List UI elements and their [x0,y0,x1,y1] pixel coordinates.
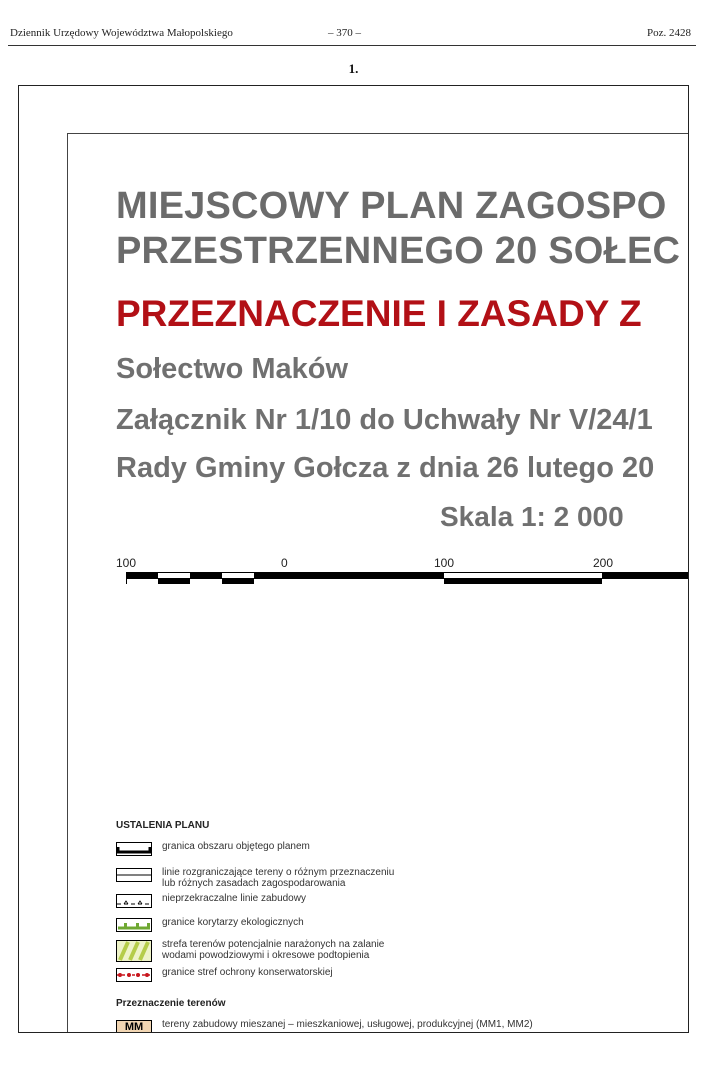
scale-tick: 100 [116,556,137,570]
scale-bar [126,572,689,584]
eco-corridor-icon [116,918,152,932]
building-line-icon [116,894,152,908]
legend-text: granica obszaru objętego planem [162,841,310,852]
mm-code-badge: MM [116,1020,152,1033]
scale-label: Skala 1: 2 000 [440,501,624,532]
map-frame [18,85,689,1033]
attachment-number: 1. [348,61,359,76]
plan-boundary-icon [116,842,152,856]
annex-line-1: Załącznik Nr 1/10 do Uchwały Nr V/24/1 [116,404,653,436]
journal-title: Dziennik Urzędowy Województwa Małopolskiego [10,27,233,39]
annex-line-2: Rady Gminy Gołcza z dnia 26 lutego 20 [116,452,655,484]
legend-text: linie rozgraniczające tereny o różnym przeznaczeniu lub różnych zasadach zagospodarowania [162,867,395,889]
flood-zone-icon [116,940,152,962]
land-use-heading: Przeznaczenie terenów [116,998,226,1009]
legend-heading: USTALENIA PLANU [116,820,210,831]
scale-tick: 100 [434,556,455,570]
position-number: Poz. 2428 [647,27,691,39]
map-sheet [67,133,689,1033]
conservation-zone-icon [116,968,152,982]
legend-text: tereny zabudowy mieszanej – mieszkaniowej, usługowej, produkcyjnej (MM1, MM2) [162,1019,533,1030]
page-header [10,27,691,43]
legend-text: strefa terenów potencjalnie narażonych na zalanie wodami powodziowymi i okresowe podtopienia [162,939,385,961]
zoning-line-icon [116,868,152,882]
legend-text: granice stref ochrony konserwatorskiej [162,967,333,978]
title-line-2: PRZESTRZENNEGO 20 SOŁEC [116,230,681,272]
village-name: Sołectwo Maków [116,353,349,385]
legend-text: granice korytarzy ekologicznych [162,917,304,928]
legend-text: nieprzekraczalne linie zabudowy [162,893,306,904]
header-rule [8,45,696,46]
page-number: – 370 – [328,27,361,39]
title-line-1: MIEJSCOWY PLAN ZAGOSPO [116,185,667,227]
scale-tick: 0 [281,556,288,570]
scale-tick: 200 [593,556,614,570]
subtitle: PRZEZNACZENIE I ZASADY Z [116,293,642,334]
